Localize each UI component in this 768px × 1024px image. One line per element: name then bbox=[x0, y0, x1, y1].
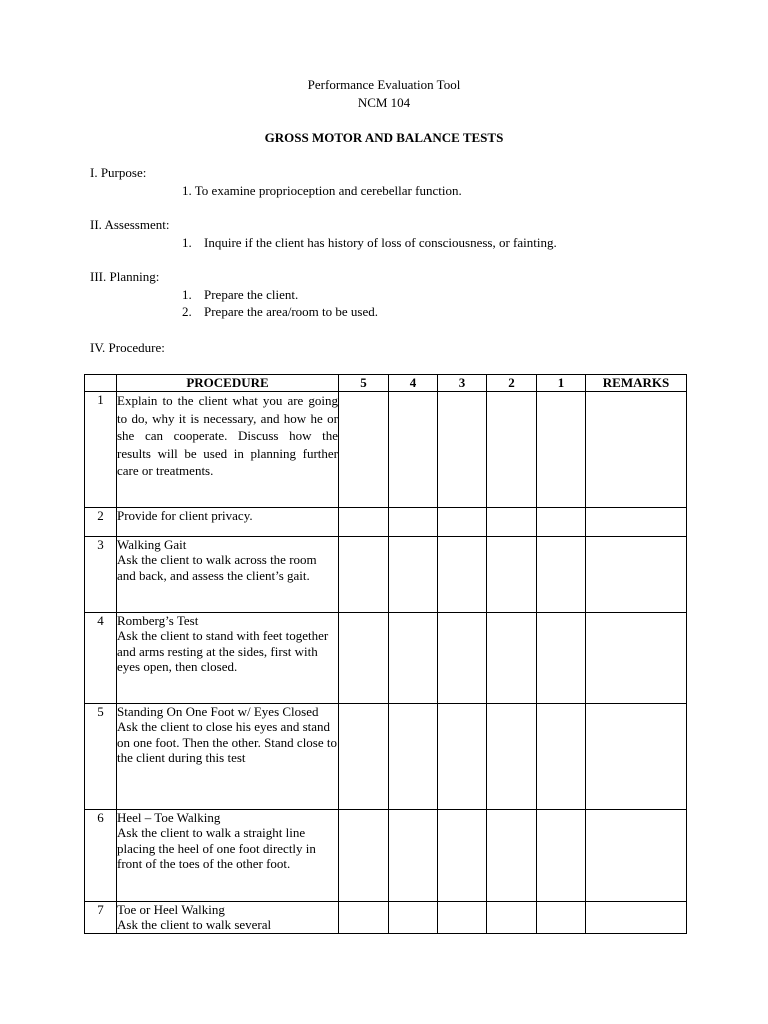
column-header-score-2: 2 bbox=[487, 375, 537, 392]
step-title: Standing On One Foot w/ Eyes Closed bbox=[117, 704, 319, 719]
planning-item-number: 1. bbox=[182, 287, 192, 302]
procedure-label: IV. Procedure: bbox=[90, 340, 165, 355]
step-content bbox=[117, 704, 339, 810]
table-row bbox=[85, 613, 687, 704]
table-row bbox=[85, 537, 687, 613]
purpose-label: I. Purpose: bbox=[90, 165, 147, 180]
score-cell-1[interactable] bbox=[537, 704, 586, 810]
step-title: Toe or Heel Walking bbox=[117, 902, 225, 917]
score-cell-5[interactable] bbox=[339, 392, 389, 508]
score-cell-1[interactable] bbox=[537, 508, 586, 537]
score-cell-5[interactable] bbox=[339, 613, 389, 704]
score-cell-5[interactable] bbox=[339, 810, 389, 902]
score-cell-3[interactable] bbox=[438, 392, 487, 508]
table-row bbox=[85, 810, 687, 902]
step-content bbox=[117, 902, 339, 934]
remarks-cell[interactable] bbox=[586, 902, 687, 934]
score-cell-2[interactable] bbox=[487, 902, 537, 934]
score-cell-2[interactable] bbox=[487, 508, 537, 537]
score-cell-3[interactable] bbox=[438, 704, 487, 810]
planning-label: III. Planning: bbox=[90, 269, 160, 284]
planning-item-text: Prepare the area/room to be used. bbox=[204, 304, 378, 319]
planning-item-text: Prepare the client. bbox=[204, 287, 299, 302]
step-content bbox=[117, 613, 339, 704]
score-cell-4[interactable] bbox=[389, 810, 438, 902]
remarks-cell[interactable] bbox=[586, 810, 687, 902]
step-title: Heel – Toe Walking bbox=[117, 810, 221, 825]
score-cell-3[interactable] bbox=[438, 508, 487, 537]
planning-item bbox=[182, 287, 298, 303]
score-cell-4[interactable] bbox=[389, 902, 438, 934]
score-cell-1[interactable] bbox=[537, 537, 586, 613]
step-number: 3 bbox=[85, 537, 117, 613]
column-header-score-5: 5 bbox=[339, 375, 389, 392]
score-cell-2[interactable] bbox=[487, 613, 537, 704]
remarks-cell[interactable] bbox=[586, 613, 687, 704]
assessment-label: II. Assessment: bbox=[90, 217, 170, 232]
step-title: Romberg’s Test bbox=[117, 613, 199, 628]
score-cell-5[interactable] bbox=[339, 537, 389, 613]
column-header-score-3: 3 bbox=[438, 375, 487, 392]
assessment-item bbox=[182, 235, 557, 251]
remarks-cell[interactable] bbox=[586, 392, 687, 508]
step-text: Ask the client to stand with feet together and arms resting at the sides, first with eyes open, then closed. bbox=[117, 628, 329, 675]
column-header-number bbox=[85, 375, 117, 392]
step-text: Ask the client to close his eyes and stand on one foot. Then the other. Stand close to the client during this test bbox=[117, 719, 337, 766]
table-row bbox=[85, 902, 687, 934]
score-cell-2[interactable] bbox=[487, 392, 537, 508]
score-cell-1[interactable] bbox=[537, 902, 586, 934]
step-title: Walking Gait bbox=[117, 537, 187, 552]
remarks-cell[interactable] bbox=[586, 704, 687, 810]
score-cell-4[interactable] bbox=[389, 392, 438, 508]
remarks-cell[interactable] bbox=[586, 508, 687, 537]
step-text: Ask the client to walk a straight line placing the heel of one foot directly in front of the toes of the other foot. bbox=[117, 825, 316, 872]
score-cell-1[interactable] bbox=[537, 392, 586, 508]
score-cell-3[interactable] bbox=[438, 537, 487, 613]
table-header-row bbox=[85, 375, 687, 392]
score-cell-5[interactable] bbox=[339, 902, 389, 934]
step-content bbox=[117, 810, 339, 902]
score-cell-5[interactable] bbox=[339, 508, 389, 537]
step-text: Provide for client privacy. bbox=[117, 508, 339, 537]
column-header-score-1: 1 bbox=[537, 375, 586, 392]
step-text: Ask the client to walk several bbox=[117, 917, 272, 933]
column-header-procedure: PROCEDURE bbox=[117, 375, 339, 392]
planning-item-number: 2. bbox=[182, 304, 192, 319]
table-row bbox=[85, 508, 687, 537]
step-text: Ask the client to walk across the room and back, and assess the client’s gait. bbox=[117, 552, 317, 583]
assessment-item-number: 1. bbox=[182, 235, 192, 250]
course-code: NCM 104 bbox=[357, 95, 411, 110]
column-header-score-4: 4 bbox=[389, 375, 438, 392]
remarks-cell[interactable] bbox=[586, 537, 687, 613]
step-text: Explain to the client what you are going to do, why it is necessary, and how he or she can cooperate. Discuss how the results will be used in planning further care or treatments. bbox=[117, 392, 339, 508]
score-cell-3[interactable] bbox=[438, 613, 487, 704]
score-cell-3[interactable] bbox=[438, 810, 487, 902]
score-cell-4[interactable] bbox=[389, 613, 438, 704]
table-row bbox=[85, 704, 687, 810]
step-number: 7 bbox=[85, 902, 117, 934]
step-number: 1 bbox=[85, 392, 117, 508]
score-cell-5[interactable] bbox=[339, 704, 389, 810]
score-cell-2[interactable] bbox=[487, 704, 537, 810]
score-cell-4[interactable] bbox=[389, 508, 438, 537]
step-number: 5 bbox=[85, 704, 117, 810]
score-cell-4[interactable] bbox=[389, 704, 438, 810]
table-row bbox=[85, 392, 687, 508]
score-cell-1[interactable] bbox=[537, 810, 586, 902]
step-number: 6 bbox=[85, 810, 117, 902]
score-cell-4[interactable] bbox=[389, 537, 438, 613]
purpose-item: 1. To examine proprioception and cerebellar function. bbox=[182, 183, 462, 198]
score-cell-2[interactable] bbox=[487, 537, 537, 613]
column-header-remarks: REMARKS bbox=[586, 375, 687, 392]
step-number: 2 bbox=[85, 508, 117, 537]
page-title: Performance Evaluation Tool bbox=[307, 77, 461, 92]
score-cell-1[interactable] bbox=[537, 613, 586, 704]
assessment-item-text: Inquire if the client has history of loss of consciousness, or fainting. bbox=[204, 235, 557, 250]
document-heading: GROSS MOTOR AND BALANCE TESTS bbox=[264, 130, 504, 145]
procedure-table bbox=[84, 374, 687, 934]
step-number: 4 bbox=[85, 613, 117, 704]
score-cell-3[interactable] bbox=[438, 902, 487, 934]
score-cell-2[interactable] bbox=[487, 810, 537, 902]
step-content bbox=[117, 537, 339, 613]
planning-item bbox=[182, 304, 378, 320]
